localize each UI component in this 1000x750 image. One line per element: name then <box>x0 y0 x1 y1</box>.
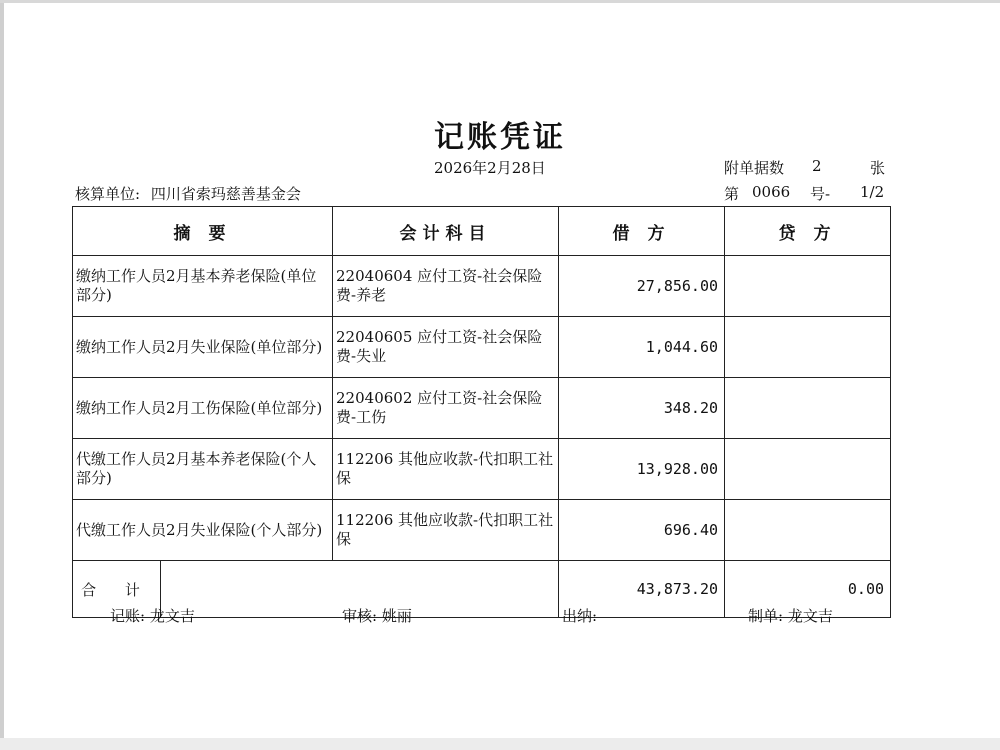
entry-debit: 1,044.60 <box>559 317 725 378</box>
entry-summary: 缴纳工作人员2月失业保险(单位部分) <box>73 317 333 378</box>
entry-account: 112206 其他应收款-代扣职工社保 <box>333 500 559 561</box>
entry-debit: 348.20 <box>559 378 725 439</box>
total-label: 合 计 <box>73 561 161 618</box>
voucher-title: 记账凭证 <box>434 120 566 155</box>
table-row <box>73 256 891 317</box>
entry-debit: 27,856.00 <box>559 256 725 317</box>
voucher-number: 0066 <box>752 183 791 201</box>
scan-border-bottom <box>0 738 1000 750</box>
entry-account: 112206 其他应收款-代扣职工社保 <box>333 439 559 500</box>
footer-cashier: 出纳: <box>562 607 598 625</box>
accounting-unit-name: 四川省索玛慈善基金会 <box>150 185 301 203</box>
header-credit: 贷 方 <box>725 207 891 256</box>
footer-bookkeeper: 记账: 龙文吉 <box>110 607 195 625</box>
footer-reviewer: 审核: 姚丽 <box>342 607 412 625</box>
entry-account: 22040605 应付工资-社会保险费-失业 <box>333 317 559 378</box>
voucher-table <box>72 206 891 618</box>
table-header-row <box>73 207 891 256</box>
footer-maker: 制单: 龙文吉 <box>748 607 833 625</box>
header-account: 会计科目 <box>333 207 559 256</box>
voucher-date: 2026年2月28日 <box>434 159 546 177</box>
table-row <box>73 317 891 378</box>
entry-summary: 代缴工作人员2月基本养老保险(个人部分) <box>73 439 333 500</box>
table-row <box>73 378 891 439</box>
total-debit: 43,873.20 <box>559 561 725 618</box>
table-row <box>73 439 891 500</box>
attachments-unit: 张 <box>870 159 886 177</box>
entry-credit <box>725 317 891 378</box>
total-credit: 0.00 <box>725 561 891 618</box>
entry-account: 22040604 应付工资-社会保险费-养老 <box>333 256 559 317</box>
scan-border-top <box>0 0 1000 3</box>
entry-summary: 代缴工作人员2月失业保险(个人部分) <box>73 500 333 561</box>
accounting-unit <box>75 183 301 204</box>
attachments-label: 附单据数 <box>724 159 785 177</box>
entry-summary: 缴纳工作人员2月工伤保险(单位部分) <box>73 378 333 439</box>
entry-credit <box>725 500 891 561</box>
accounting-unit-label: 核算单位: <box>75 185 141 203</box>
entry-account: 22040602 应付工资-社会保险费-工伤 <box>333 378 559 439</box>
table-row <box>73 500 891 561</box>
voucher-number-suffix: 号- <box>810 185 831 203</box>
voucher-page: 1/2 <box>860 183 885 201</box>
entry-summary: 缴纳工作人员2月基本养老保险(单位部分) <box>73 256 333 317</box>
entry-debit: 696.40 <box>559 500 725 561</box>
attachments-count: 2 <box>812 157 822 175</box>
entry-credit <box>725 256 891 317</box>
entry-debit: 13,928.00 <box>559 439 725 500</box>
entry-credit <box>725 439 891 500</box>
header-summary: 摘 要 <box>73 207 333 256</box>
header-debit: 借 方 <box>559 207 725 256</box>
entry-credit <box>725 378 891 439</box>
voucher-number-prefix: 第 <box>724 185 740 203</box>
